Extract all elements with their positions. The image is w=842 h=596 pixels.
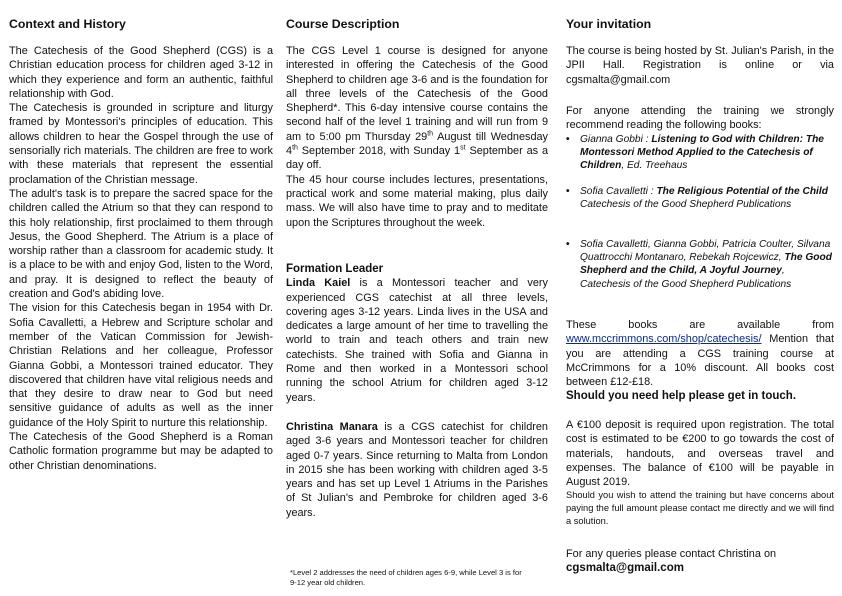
course-description-heading: Course Description xyxy=(286,17,400,31)
context-p4: The vision for this Catechesis began in 1954 with Dr. Sofia Cavalletti, a Hebrew and Scripture scholar and member of the Vatican Commission for Jewish-Christian Relations and her colleague, Professor Gianna Gobbi, a Montessori trained educator. They discovered that children have vital religious needs and that they desire to draw near to God but need sensitive guidance of adults as well as the inner guidance of the Holy Spirit to nurture this relationship. xyxy=(9,302,273,429)
book-title: The Good Shepherd and the Child, A Joyful Journey xyxy=(580,252,832,277)
catechist-name: Christina Manara xyxy=(286,421,378,433)
leader-name: Linda Kaiel xyxy=(286,277,351,290)
bullet-icon: • xyxy=(566,239,570,250)
context-history-heading: Context and History xyxy=(9,17,126,31)
course-hours-text: The 45 hour course includes lectures, presentations, practical work and some material making, plus daily mass. We will also have time to pray and to meditate upon the Scriptures throughout the week. xyxy=(286,173,548,229)
course-description-text: The CGS Level 1 course is designed for anyone interested in offering the Catechesis of the Good Shepherd to children age 3-6 and is the foundation for all three levels of the Catechesis of the Good Shepherd*. This 6-day intensive course contains the second half of the level 1 training and will run from 9 am to 5:00 pm Thursday 29th August till Wednesday 4th September 2018, with Sunday 1st September as a day off. xyxy=(286,45,549,172)
formation-leader-heading: Formation Leader xyxy=(286,263,384,275)
book-item: • Sofia Cavalletti, Gianna Gobbi, Patricia Coulter, Silvana Quattrocchi Montanaro, Rebekah Rojcewicz, The Good Shepherd and the Child, A Joyful Journey, Catechesis of the Good Shepherd Publications xyxy=(566,239,832,290)
context-p2: The Catechesis is grounded in scripture and liturgy framed by Montessori's principles of education. This allows children to hear the Gospel through the use of sensorially rich materials. The children are free to work with these materials that represent the essential proclamation of the Christian message. xyxy=(9,102,273,186)
books-availability: These books are available from www.mccrimmons.com/shop/catechesis/ Mention that you are attending a CGS training course at McCrimmons for a 10% discount. All books cost between £12-£18. xyxy=(566,319,834,389)
hosting-text: The course is being hosted by St. Julian's Parish, in the JPII Hall. Registration is online or via cgsmalta@gmail.com xyxy=(566,45,834,86)
context-p1: The Catechesis of the Good Shepherd (CGS) is a Christian education process for children aged 3-12 in which they experience and form an authentic, faithful relationship with God. xyxy=(9,45,273,100)
book-item: • Gianna Gobbi : Listening to God with Children: The Montessori Method Applied to the Catechesis of Children, Ed. Treehaus xyxy=(566,134,824,172)
book-title: Listening to God with Children: The Montessori Method Applied to the Catechesis of Children xyxy=(580,134,824,172)
bullet-icon: • xyxy=(566,186,570,197)
catechist-bio: Christina Manara is a CGS catechist for children aged 3-6 years and Montessori teacher for children aged 0-7 years. Since returning to Malta from London in 2015 she has been working with children aged 3-5 years and has set up Level 1 Atriums in the Parishes of St Julian's and Pembroke for children aged 3-6 years. xyxy=(286,421,548,519)
contact-email[interactable]: cgsmalta@gmail.com xyxy=(566,562,684,575)
contact-text: For any queries please contact Christina on xyxy=(566,548,777,560)
reading-intro: For anyone attending the training we strongly recommend reading the following books: xyxy=(566,105,834,132)
leader-bio: Linda Kaiel is a Montessori teacher and very experienced CGS catechist at all three levels, covering ages 3-12 years. Linda lives in the USA and dedicates a large amount of her time to travelling the world to train and teach others and train new catechists. She trained with Sofia and Gianna in Rome and then worked in a Montessori school running the school Atrium for children aged 3-12 years. xyxy=(286,277,548,404)
invitation-heading: Your invitation xyxy=(566,17,652,31)
help-text: Should you need help please get in touch. xyxy=(566,390,797,403)
deposit-concerns-text: Should you wish to attend the training but have concerns about paying the full amount please contact me directly and we will find a solution. xyxy=(566,490,834,527)
deposit-text: A €100 deposit is required upon registration. The total cost is estimated to be €200 to go towards the cost of materials, handouts, and overseas travel and expenses. The balance of €100 will be payable in August 2019. xyxy=(566,419,834,489)
level-footnote: *Level 2 addresses the need of children ages 6-9, while Level 3 is for 9-12 year old children. xyxy=(290,568,522,587)
mccrimmons-link[interactable]: www.mccrimmons.com/shop/catechesis/ xyxy=(566,333,762,346)
context-p3: The adult's task is to prepare the sacred space for the children called the Atrium so that they can respond to this holy relationship, first proclaimed to them through Jesus, the Good Shepherd. The Atrium is a place of worship rather than a classroom for academic study. It is a place to be with and enjoy God, listen to the Word, and pray. It is designed to reflect the beauty of creation and God's abiding love. xyxy=(9,187,273,301)
book-title: The Religious Potential of the Child xyxy=(656,186,828,197)
context-p5: The Catechesis of the Good Shepherd is a Roman Catholic formation programme but may be adapted to other Christian denominations. xyxy=(9,431,273,472)
bullet-icon: • xyxy=(566,134,570,145)
book-item: • Sofia Cavalletti : The Religious Potential of the Child Catechesis of the Good Shepherd Publications xyxy=(566,186,828,211)
